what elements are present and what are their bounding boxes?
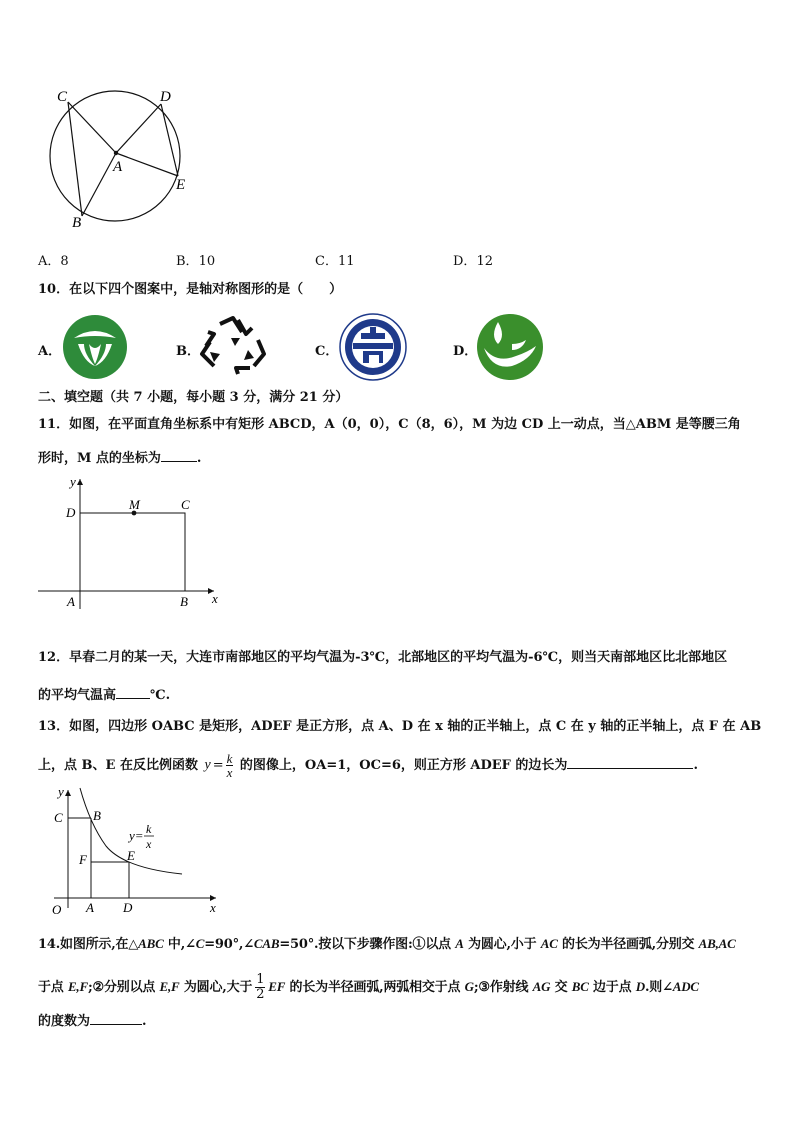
formula-denominator: x	[226, 765, 233, 780]
q13-label-B: B	[93, 808, 101, 823]
q14-text: 于点	[38, 980, 68, 995]
q13-line2	[38, 752, 698, 779]
answer-blank	[90, 1012, 142, 1025]
q11-axis-x: x	[212, 591, 218, 606]
q9-label-E: E	[176, 177, 186, 193]
option-value: 11	[337, 254, 355, 269]
q9-label-C: C	[57, 89, 68, 105]
q14-math: AG	[532, 979, 551, 994]
q14-text: 中,∠	[163, 937, 196, 952]
q9-label-A: A	[113, 159, 123, 175]
q10-option-b-letter: B．	[176, 344, 200, 359]
formula-eq: =	[212, 757, 224, 773]
q14-math: A	[455, 936, 464, 951]
q14-text: 14.如图所示,在△	[38, 937, 139, 952]
q13-label-C: C	[54, 810, 63, 825]
q14-fraction	[255, 973, 265, 1002]
q13-label-D: D	[123, 900, 133, 915]
q12-line1: 12．早春二月的某一天，大连市南部地区的平均气温为-3℃，北部地区的平均气温为-6℃，则当天南部地区比北部地区	[38, 650, 728, 665]
q13-axis-x: x	[210, 900, 216, 915]
q14-text: 边于点	[588, 980, 636, 995]
q14-math: G	[464, 979, 474, 994]
formula-numerator: k	[226, 751, 233, 766]
option-letter: B．	[176, 254, 199, 269]
answer-blank	[161, 449, 197, 462]
q13-hyperbola-figure	[34, 784, 224, 922]
q11-axis-y: y	[70, 474, 76, 489]
q14-text: =50°.按以下步骤作图:①以点	[279, 937, 456, 952]
q14-line2	[38, 973, 699, 1002]
green-leaf-emblem-icon	[62, 314, 128, 380]
q9-circle-figure	[40, 80, 200, 230]
q11-label-A: A	[67, 594, 75, 609]
q14-text: 的长为半径画弧,分别交	[557, 937, 699, 952]
q14-line1	[38, 936, 736, 953]
q12-line2	[38, 686, 170, 704]
q9-option-a	[38, 250, 69, 269]
q14-math: AB,AC	[698, 936, 736, 951]
q10-option-d-letter: D．	[453, 344, 478, 359]
section-title: 二、填空题（共 7 小题，每小题 3 分，满分 21 分）	[38, 390, 349, 405]
q13-func-x: x	[146, 837, 152, 851]
q14-math: E,F	[67, 979, 88, 994]
option-letter: C．	[315, 254, 338, 269]
q14-math: C	[195, 936, 205, 951]
q9-option-c	[315, 250, 355, 269]
q13-line2-b: 的图像上，OA=1，OC=6，则正方形 ADEF 的边长为	[239, 758, 568, 773]
q10-option-c-letter: C．	[315, 344, 339, 359]
q9-option-d	[453, 250, 493, 269]
q14-text: 交	[550, 980, 572, 995]
green-water-drop-icon	[476, 314, 544, 380]
q14-math: ADC	[672, 979, 699, 994]
q9-label-D: D	[160, 89, 171, 105]
q14-line3-end: .	[142, 1014, 147, 1029]
fraction-numerator: 1	[256, 972, 265, 987]
formula-y: y	[204, 757, 211, 773]
q14-math: AC	[540, 936, 558, 951]
q14-math: D	[635, 979, 645, 994]
q13-func-k: k	[146, 822, 152, 836]
recycle-arrows-icon	[198, 314, 268, 378]
q11-line1: 11．如图，在平面直角坐标系中有矩形 ABCD，A（0，0），C（8，6），M 为边 CD 上一动点，当△ABM 是等腰三角	[38, 417, 741, 432]
q14-math: BC	[571, 979, 589, 994]
q13-line2-end: .	[693, 758, 698, 773]
option-value: 10	[198, 254, 216, 269]
q11-line2	[38, 449, 201, 467]
blue-circle-emblem-icon	[339, 313, 407, 381]
answer-blank	[116, 686, 150, 699]
q11-line2-end: .	[196, 451, 202, 466]
q14-math: E,F	[159, 979, 180, 994]
q13-line1: 13．如图，四边形 OABC 是矩形，ADEF 是正方形，点 A、D 在 x 轴的正半轴上，点 C 在 y 轴的正半轴上，点 F 在 AB	[38, 719, 762, 734]
q12-line2-text: 的平均气温高	[38, 688, 117, 703]
fraction-denominator: 2	[256, 987, 265, 1002]
formula-fraction	[226, 752, 234, 779]
q11-label-M: M	[129, 497, 140, 512]
q9-label-B: B	[72, 215, 82, 230]
q13-label-F: F	[79, 852, 87, 867]
q14-math: CAB	[253, 936, 280, 951]
q10-stem: 10．在以下四个图案中，是轴对称图形的是（ ）	[38, 282, 343, 297]
option-value: 12	[476, 254, 493, 269]
q11-rectangle-figure	[34, 473, 224, 613]
q13-inline-formula	[204, 752, 233, 779]
q14-text: 为圆心,小于	[463, 937, 541, 952]
q14-text: ;③作射线	[473, 980, 533, 995]
q11-label-B: B	[180, 594, 188, 609]
answer-blank	[567, 756, 693, 769]
q12-line2-end: ℃.	[150, 688, 171, 703]
q14-math: ABC	[138, 936, 164, 951]
q13-line2-a: 上，点 B、E 在反比例函数	[38, 758, 198, 773]
option-value: 8	[60, 254, 69, 269]
q14-text: 为圆心,大于	[179, 980, 253, 995]
q13-func-lhs: y=	[129, 828, 144, 843]
option-letter: A．	[38, 254, 61, 269]
q14-text: 的长为半径画弧,两弧相交于点	[285, 980, 465, 995]
q11-label-C: C	[181, 497, 190, 512]
q9-option-b	[176, 250, 215, 269]
q13-label-O: O	[52, 902, 62, 917]
option-letter: D．	[453, 254, 477, 269]
q13-axis-y: y	[58, 784, 64, 799]
q11-line2-text: 形时，M 点的坐标为	[38, 451, 161, 466]
q14-text: .则∠	[644, 980, 673, 995]
q14-line3	[38, 1012, 147, 1030]
q10-option-a-letter: A．	[38, 344, 62, 359]
q14-math: EF	[268, 979, 286, 994]
q11-label-D: D	[66, 505, 76, 520]
q14-text: =90°,∠	[204, 937, 254, 952]
q14-line3-text: 的度数为	[38, 1014, 91, 1029]
q13-label-E: E	[127, 848, 135, 863]
q14-text: ;②分别以点	[87, 980, 160, 995]
q13-label-A: A	[86, 900, 94, 915]
